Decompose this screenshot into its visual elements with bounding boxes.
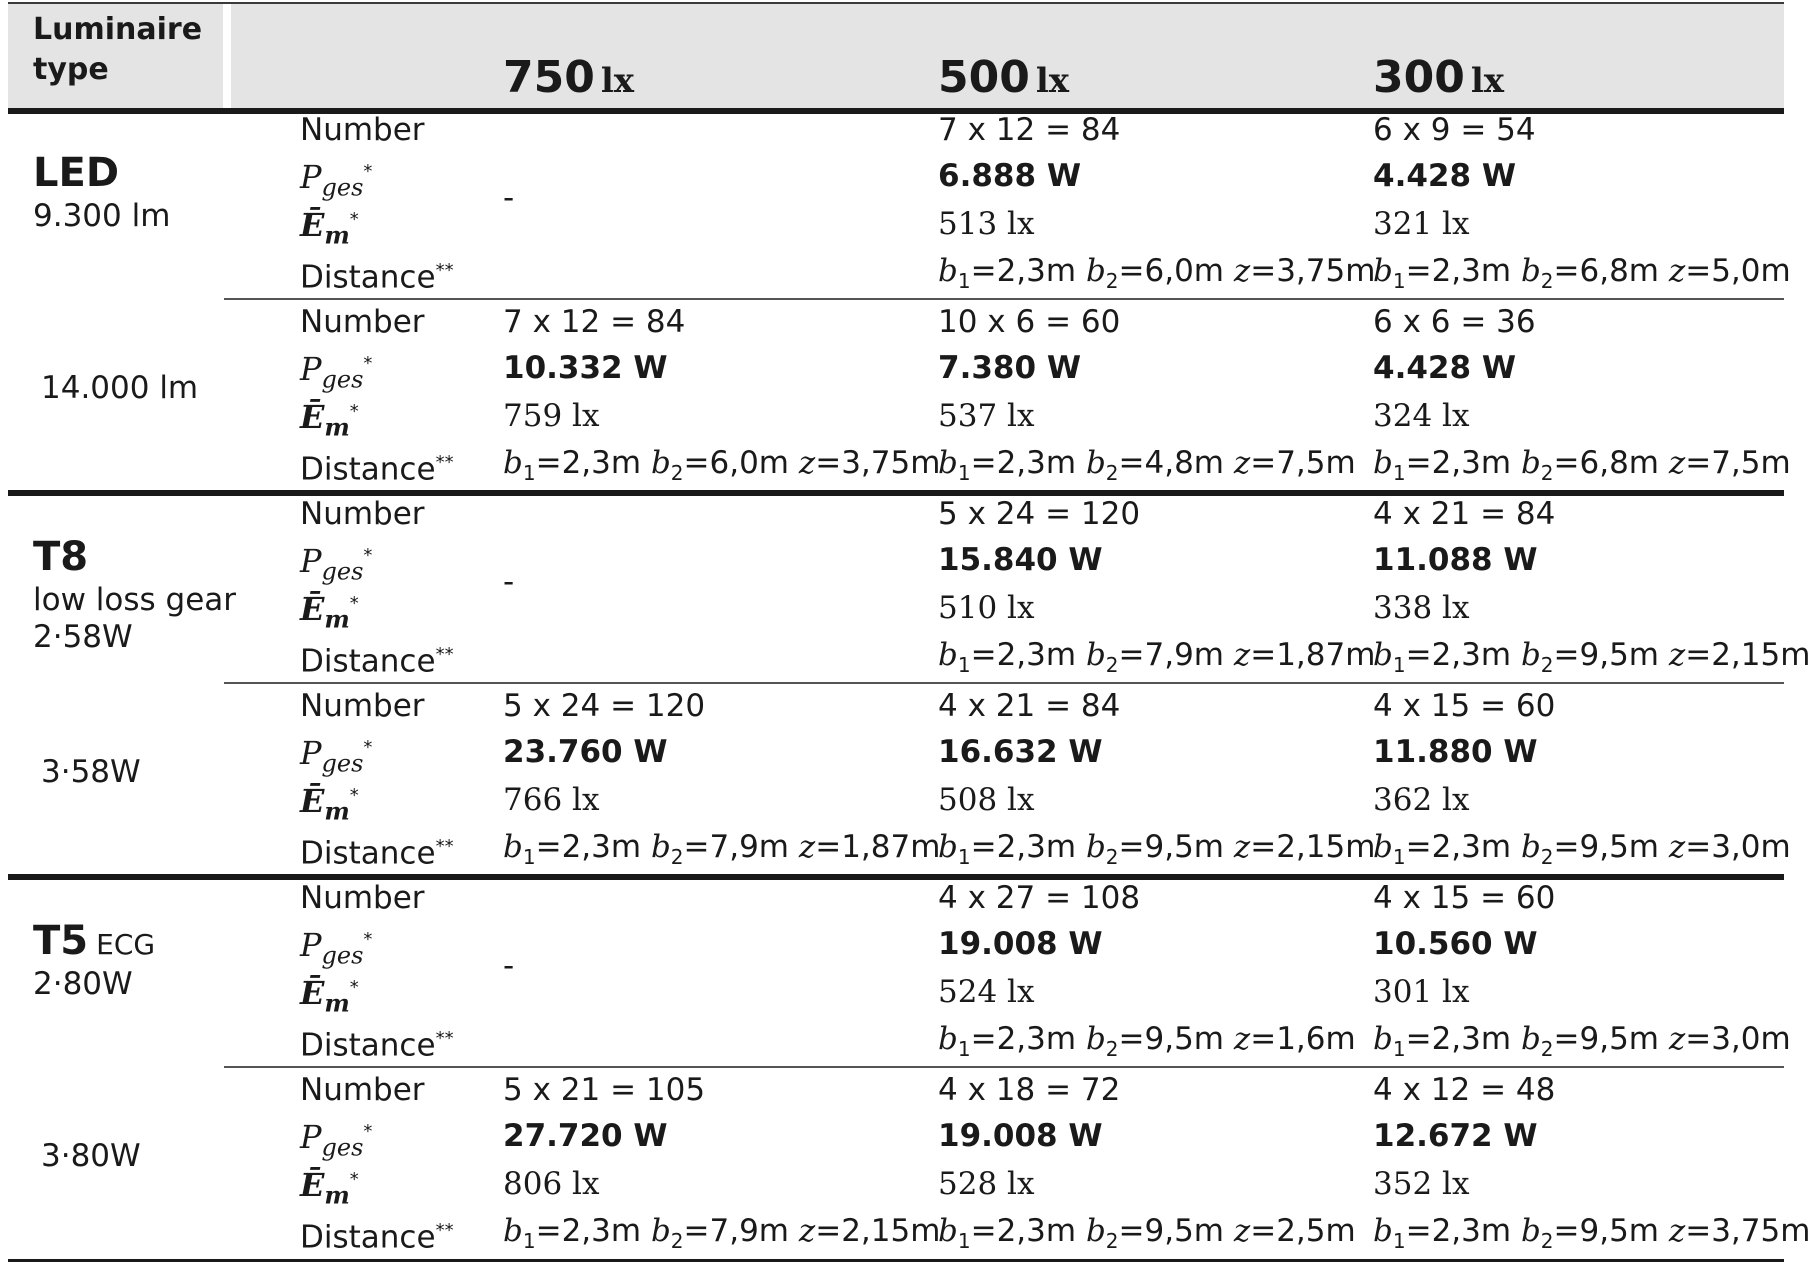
- distance-z: =3,75m: [1250, 253, 1376, 289]
- cell-illuminance: 537 lx: [938, 398, 1035, 434]
- cell-number: 6 x 9 = 54: [1373, 112, 1536, 148]
- power-star: *: [363, 929, 373, 950]
- power-star: *: [363, 353, 373, 374]
- distance-z: =1,87m: [1250, 637, 1376, 673]
- group-name: T5: [33, 918, 89, 964]
- distance-b2: =9,5m: [1553, 1021, 1660, 1057]
- distance-word: Distance: [300, 259, 436, 296]
- power-subscript: ges: [321, 557, 364, 586]
- empty-cell-dash: -: [503, 564, 515, 600]
- luminaire-line: low loss gear: [33, 582, 237, 618]
- table-header: [8, 2, 1784, 112]
- luminaire-type-heading: Luminaire type: [33, 12, 203, 87]
- luminaire-line: 3·80W: [41, 1138, 141, 1174]
- cell-number: 5 x 24 = 120: [938, 496, 1141, 532]
- cell-power: 16.632 W: [938, 734, 1103, 770]
- illuminance-star: *: [349, 1169, 359, 1190]
- column-heading-value: 500: [938, 52, 1030, 103]
- header-gap: [223, 4, 231, 112]
- subgroup-rule: [224, 1066, 1784, 1068]
- luminaire-line: 9.300 lm: [33, 198, 171, 234]
- distance-word: Distance: [300, 451, 436, 488]
- distance-b1: =2,3m: [1405, 445, 1512, 481]
- cell-number: 4 x 21 = 84: [938, 688, 1121, 724]
- illuminance-star: *: [349, 977, 359, 998]
- column-heading-500: [938, 52, 1069, 103]
- illuminance-subscript: m: [324, 796, 350, 826]
- illuminance-symbol: Ē: [300, 974, 325, 1013]
- illuminance-symbol: Ē: [300, 206, 325, 245]
- distance-b1: =2,3m: [535, 1213, 642, 1249]
- distance-b1: =2,3m: [970, 445, 1077, 481]
- illuminance-subscript: m: [324, 1180, 350, 1210]
- label-distance: [300, 1019, 454, 1065]
- cell-illuminance: 524 lx: [938, 974, 1035, 1010]
- power-symbol: P: [300, 1118, 322, 1157]
- cell-illuminance: 338 lx: [1373, 590, 1470, 626]
- column-heading-value: 300: [1373, 52, 1465, 103]
- distance-b1: =2,3m: [970, 253, 1077, 289]
- distance-b1: =2,3m: [535, 445, 642, 481]
- luminaire-group-title: [33, 534, 96, 584]
- cell-distance: $b_1=2,3m$ $b_2=7,9m$ z=1,87m: [503, 829, 941, 870]
- cell-power: 23.760 W: [503, 734, 668, 770]
- cell-power: 15.840 W: [938, 542, 1103, 578]
- cell-illuminance: 508 lx: [938, 782, 1035, 818]
- cell-power: 11.880 W: [1373, 734, 1538, 770]
- cell-number: 4 x 21 = 84: [1373, 496, 1556, 532]
- illuminance-symbol: Ē: [300, 398, 325, 437]
- illuminance-star: *: [349, 593, 359, 614]
- cell-illuminance: 510 lx: [938, 590, 1035, 626]
- illuminance-star: *: [349, 401, 359, 422]
- luminaire-spec: [41, 754, 141, 791]
- distance-b2: =9,5m: [1553, 637, 1660, 673]
- distance-b2: =4,8m: [1118, 445, 1225, 481]
- distance-stars: **: [435, 1028, 454, 1049]
- cell-illuminance: 806 lx: [503, 1166, 600, 1202]
- illuminance-symbol: Ē: [300, 782, 325, 821]
- label-distance: [300, 251, 454, 297]
- illuminance-star: *: [349, 209, 359, 230]
- distance-word: Distance: [300, 643, 436, 680]
- label-number: Number: [300, 496, 425, 532]
- distance-b2: =6,8m: [1553, 445, 1660, 481]
- cell-illuminance: 321 lx: [1373, 206, 1470, 242]
- luminaire-spec: [41, 370, 198, 407]
- distance-z: =7,5m: [1250, 445, 1356, 481]
- cell-distance: $b_1=2,3m$ $b_2=9,5m$ z=3,75m: [1373, 1213, 1810, 1254]
- distance-b2: =6,8m: [1553, 253, 1660, 289]
- cell-power: 19.008 W: [938, 1118, 1103, 1154]
- illuminance-star: *: [349, 785, 359, 806]
- luminaire-group-title: [33, 150, 127, 200]
- column-heading-unit: lx: [1035, 61, 1070, 101]
- label-number: Number: [300, 688, 425, 724]
- distance-z: =2,15m: [815, 1213, 941, 1249]
- cell-power: 4.428 W: [1373, 350, 1517, 386]
- cell-distance: $b_1=2,3m$ $b_2=7,9m$ z=2,15m: [503, 1213, 941, 1254]
- cell-illuminance: 766 lx: [503, 782, 600, 818]
- luminaire-spec: [33, 582, 236, 656]
- distance-z: =1,6m: [1250, 1021, 1356, 1057]
- cell-number: 5 x 21 = 105: [503, 1072, 706, 1108]
- label-distance: [300, 1211, 454, 1257]
- illuminance-subscript: m: [324, 220, 350, 250]
- distance-b1: =2,3m: [970, 1021, 1077, 1057]
- distance-word: Distance: [300, 1219, 436, 1256]
- power-star: *: [363, 161, 373, 182]
- cell-distance: $b_1=2,3m$ $b_2=4,8m$ z=7,5m: [938, 445, 1356, 486]
- distance-b2: =7,9m: [683, 829, 790, 865]
- cell-number: 4 x 15 = 60: [1373, 880, 1556, 916]
- cell-distance: $b_1=2,3m$ $b_2=9,5m$ z=3,0m: [1373, 829, 1791, 870]
- label-number: Number: [300, 304, 425, 340]
- distance-stars: **: [435, 836, 454, 857]
- distance-b2: =6,0m: [683, 445, 790, 481]
- distance-b2: =7,9m: [1118, 637, 1225, 673]
- cell-distance: $b_1=2,3m$ $b_2=9,5m$ z=2,5m: [938, 1213, 1356, 1254]
- power-star: *: [363, 1121, 373, 1142]
- distance-b1: =2,3m: [1405, 637, 1512, 673]
- power-symbol: P: [300, 350, 322, 389]
- cell-power: 4.428 W: [1373, 158, 1517, 194]
- empty-cell-dash: -: [503, 180, 515, 216]
- power-star: *: [363, 545, 373, 566]
- label-illuminance: [300, 392, 359, 448]
- bottom-rule: [8, 1259, 1784, 1262]
- distance-z: =1,87m: [815, 829, 941, 865]
- cell-illuminance: 352 lx: [1373, 1166, 1470, 1202]
- illuminance-symbol: Ē: [300, 1166, 325, 1205]
- illuminance-subscript: m: [324, 988, 350, 1018]
- distance-word: Distance: [300, 1027, 436, 1064]
- distance-word: Distance: [300, 835, 436, 872]
- luminaire-line: 3·58W: [41, 754, 141, 790]
- distance-b1: =2,3m: [535, 829, 642, 865]
- cell-distance: $b_1=2,3m$ $b_2=9,5m$ z=2,15m: [1373, 637, 1810, 678]
- power-symbol: P: [300, 734, 322, 773]
- luminaire-line: 2·80W: [33, 966, 133, 1002]
- label-number: Number: [300, 1072, 425, 1108]
- label-number: Number: [300, 880, 425, 916]
- power-symbol: P: [300, 542, 322, 581]
- distance-z: =3,0m: [1685, 1021, 1791, 1057]
- luminaire-spec: [33, 966, 133, 1003]
- distance-b1: =2,3m: [1405, 1021, 1512, 1057]
- cell-illuminance: 301 lx: [1373, 974, 1470, 1010]
- label-illuminance: [300, 200, 359, 256]
- cell-distance: $b_1=2,3m$ $b_2=6,0m$ z=3,75m: [938, 253, 1376, 294]
- luminaire-spec: [33, 198, 170, 235]
- distance-b2: =9,5m: [1118, 829, 1225, 865]
- cell-illuminance: 513 lx: [938, 206, 1035, 242]
- cell-power: 11.088 W: [1373, 542, 1538, 578]
- cell-illuminance: 759 lx: [503, 398, 600, 434]
- cell-power: 6.888 W: [938, 158, 1082, 194]
- distance-b2: =9,5m: [1118, 1213, 1225, 1249]
- group-name: LED: [33, 150, 120, 196]
- cell-illuminance: 324 lx: [1373, 398, 1470, 434]
- cell-number: 4 x 27 = 108: [938, 880, 1141, 916]
- distance-stars: **: [435, 1220, 454, 1241]
- illuminance-subscript: m: [324, 412, 350, 442]
- power-subscript: ges: [321, 749, 364, 778]
- distance-b1: =2,3m: [1405, 253, 1512, 289]
- power-subscript: ges: [321, 173, 364, 202]
- column-heading-unit: lx: [600, 61, 635, 101]
- cell-number: 10 x 6 = 60: [938, 304, 1121, 340]
- cell-power: 12.672 W: [1373, 1118, 1538, 1154]
- column-heading-750: [503, 52, 634, 103]
- distance-b2: =9,5m: [1553, 829, 1660, 865]
- power-subscript: ges: [321, 941, 364, 970]
- cell-number: 6 x 6 = 36: [1373, 304, 1536, 340]
- distance-b2: =9,5m: [1118, 1021, 1225, 1057]
- group-subtitle: ECG: [96, 928, 156, 961]
- label-distance: [300, 827, 454, 873]
- power-symbol: P: [300, 926, 322, 965]
- distance-b2: =9,5m: [1553, 1213, 1660, 1249]
- cell-number: 5 x 24 = 120: [503, 688, 706, 724]
- label-distance: [300, 443, 454, 489]
- distance-stars: **: [435, 452, 454, 473]
- group-name: T8: [33, 534, 89, 580]
- distance-z: =3,75m: [815, 445, 941, 481]
- distance-b2: =7,9m: [683, 1213, 790, 1249]
- cell-distance: $b_1=2,3m$ $b_2=7,9m$ z=1,87m: [938, 637, 1376, 678]
- label-illuminance: [300, 776, 359, 832]
- label-illuminance: [300, 1160, 359, 1216]
- cell-number: 7 x 12 = 84: [938, 112, 1121, 148]
- cell-power: 27.720 W: [503, 1118, 668, 1154]
- subgroup-rule: [224, 298, 1784, 300]
- luminaire-comparison-table: [8, 2, 1810, 1264]
- cell-number: 4 x 15 = 60: [1373, 688, 1556, 724]
- distance-z: =7,5m: [1685, 445, 1791, 481]
- cell-distance: $b_1=2,3m$ $b_2=9,5m$ z=2,15m: [938, 829, 1376, 870]
- label-number: Number: [300, 112, 425, 148]
- cell-number: 4 x 12 = 48: [1373, 1072, 1556, 1108]
- cell-number: 7 x 12 = 84: [503, 304, 686, 340]
- distance-z: =5,0m: [1685, 253, 1791, 289]
- distance-z: =2,15m: [1685, 637, 1810, 673]
- distance-b1: =2,3m: [970, 1213, 1077, 1249]
- luminaire-line: 2·58W: [33, 619, 133, 655]
- luminaire-spec: [41, 1138, 141, 1175]
- illuminance-symbol: Ē: [300, 590, 325, 629]
- column-heading-value: 750: [503, 52, 595, 103]
- distance-b1: =2,3m: [970, 637, 1077, 673]
- distance-b1: =2,3m: [970, 829, 1077, 865]
- cell-power: 7.380 W: [938, 350, 1082, 386]
- label-distance: [300, 635, 454, 681]
- cell-number: 4 x 18 = 72: [938, 1072, 1121, 1108]
- distance-z: =2,5m: [1250, 1213, 1356, 1249]
- power-subscript: ges: [321, 365, 364, 394]
- distance-z: =3,0m: [1685, 829, 1791, 865]
- distance-z: =3,75m: [1685, 1213, 1810, 1249]
- distance-b2: =6,0m: [1118, 253, 1225, 289]
- label-illuminance: [300, 968, 359, 1024]
- column-heading-300: [1373, 52, 1504, 103]
- subgroup-rule: [224, 682, 1784, 684]
- cell-distance: $b_1=2,3m$ $b_2=9,5m$ z=1,6m: [938, 1021, 1356, 1062]
- distance-stars: **: [435, 644, 454, 665]
- power-star: *: [363, 737, 373, 758]
- cell-distance: $b_1=2,3m$ $b_2=6,0m$ z=3,75m: [503, 445, 941, 486]
- luminaire-line: 14.000 lm: [41, 370, 199, 406]
- cell-power: 19.008 W: [938, 926, 1103, 962]
- cell-distance: $b_1=2,3m$ $b_2=6,8m$ z=5,0m: [1373, 253, 1791, 294]
- empty-cell-dash: -: [503, 948, 515, 984]
- cell-illuminance: 528 lx: [938, 1166, 1035, 1202]
- luminaire-group-title: [33, 918, 155, 968]
- cell-power: 10.332 W: [503, 350, 668, 386]
- distance-b1: =2,3m: [1405, 829, 1512, 865]
- cell-illuminance: 362 lx: [1373, 782, 1470, 818]
- power-subscript: ges: [321, 1133, 364, 1162]
- column-heading-unit: lx: [1470, 61, 1505, 101]
- illuminance-subscript: m: [324, 604, 350, 634]
- cell-distance: $b_1=2,3m$ $b_2=6,8m$ z=7,5m: [1373, 445, 1791, 486]
- cell-distance: $b_1=2,3m$ $b_2=9,5m$ z=3,0m: [1373, 1021, 1791, 1062]
- label-illuminance: [300, 584, 359, 640]
- distance-z: =2,15m: [1250, 829, 1376, 865]
- distance-stars: **: [435, 260, 454, 281]
- power-symbol: P: [300, 158, 322, 197]
- distance-b1: =2,3m: [1405, 1213, 1512, 1249]
- cell-power: 10.560 W: [1373, 926, 1538, 962]
